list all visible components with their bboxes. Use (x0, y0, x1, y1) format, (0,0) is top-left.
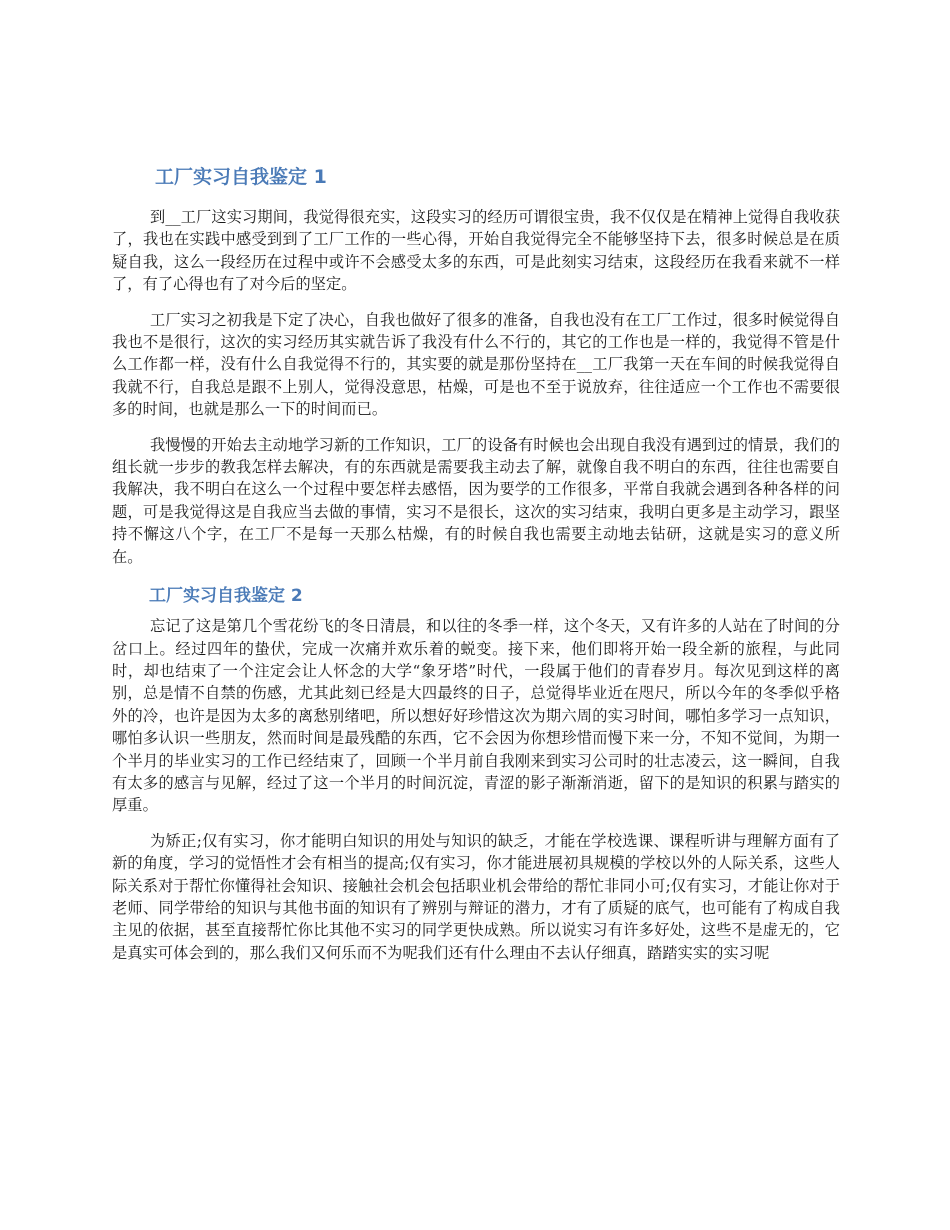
document-body (112, 160, 840, 977)
section-2-paragraph-1: 忘记了这是第几个雪花纷飞的冬日清晨，和以往的冬季一样，这个冬天，又有许多的人站在了时间的分岔口上。经过四年的蛰伏，完成一次痛并欢乐着的蜕变。接下来，他们即将开始一段全新的旅程，与此同时，却也结束了一个注定会让人怀念的大学“象牙塔”时代，一段属于他们的青春岁月。每次见到这样的离别，总是情不自禁的伤感，尤其此刻已经是大四最终的日子，总觉得毕业近在咫尺，所以今年的冬季似乎格外的冷，也许是因为太多的离愁别绪吧，所以想好好珍惜这次为期六周的实习时间，哪怕多学习一点知识，哪怕多认识一些朋友，然而时间是最残酷的东西，它不会因为你想珍惜而慢下来一分，不知不觉间，为期一个半月的毕业实习的工作已经结束了，回顾一个半月前自我刚来到实习公司时的壮志凌云，这一瞬间，自我有太多的感言与见解，经过了这一个半月的时间沉淀，青涩的影子渐渐消逝，留下的是知识的积累与踏实的厚重。 (112, 617, 840, 815)
section-2-title: 工厂实习自我鉴定 2 (149, 586, 303, 607)
section-1-paragraph-1: 到__工厂这实习期间，我觉得很充实，这段实习的经历可谓很宝贵，我不仅仅是在精神上觉得自我收获了，我也在实践中感受到到了工厂工作的一些心得，开始自我觉得完全不能够坚持下去，很多时候总是在质疑自我，这么一段经历在过程中或许不会感受太多的东西，可是此刻实习结束，这段经历在我看来就不一样了，有了心得也有了对今后的坚定。 (112, 208, 840, 294)
section-1-paragraph-2: 工厂实习之初我是下定了决心，自我也做好了很多的准备，自我也没有在工厂工作过，很多时候觉得自我也不是很行，这次的实习经历其实就告诉了我没有什么不行的，其它的工作也是一样的，我觉得不管是什么工作都一样，没有什么自我觉得不行的，其实要的就是那份坚持在__工厂我第一天在车间的时候我觉得自我就不行，自我总是跟不上别人，觉得没意思，枯燥，可是也不至于说放弃，往往适应一个工作也不需要很多的时间，也就是那么一下的时间而已。 (112, 310, 840, 419)
section-2-paragraph-2: 为矫正;仅有实习，你才能明白知识的用处与知识的缺乏，才能在学校选课、课程听讲与理解方面有了新的角度，学习的觉悟性才会有相当的提高;仅有实习，你才能进展初具规模的学校以外的人际关系，这些人际关系对于帮忙你懂得社会知识、接触社会机会包括职业机会带给的帮忙非同小可;仅有实习，才能让你对于老师、同学带给的知识与其他书面的知识有了辨别与辩证的潜力，才有了质疑的底气，也可能有了构成自我主见的依据，甚至直接帮忙你比其他不实习的同学更快成熟。所以说实习有许多好处，这些不是虚无的，它是真实可体会到的，那么我们又何乐而不为呢我们还有什么理由不去认仔细真，踏踏实实的实习呢 (112, 831, 840, 962)
section-1-paragraph-3: 我慢慢的开始去主动地学习新的工作知识，工厂的设备有时候也会出现自我没有遇到过的情景，我们的组长就一步步的教我怎样去解决，有的东西就是需要我主动去了解，就像自我不明白的东西，往往也需要自我解决，我不明白在这么一个过程中要怎样去感悟，因为要学的工作很多，平常自我就会遇到各种各样的问题，可是我觉得这是自我应当去做的事情，实习不是很长，这次的实习结束，我明白更多是主动学习，跟坚持不懈这八个字，在工厂不是每一天那么枯燥，有的时候自我也需要主动地去钻研，这就是实习的意义所在。 (112, 435, 840, 566)
section-1-title: 工厂实习自我鉴定 1 (155, 166, 327, 188)
